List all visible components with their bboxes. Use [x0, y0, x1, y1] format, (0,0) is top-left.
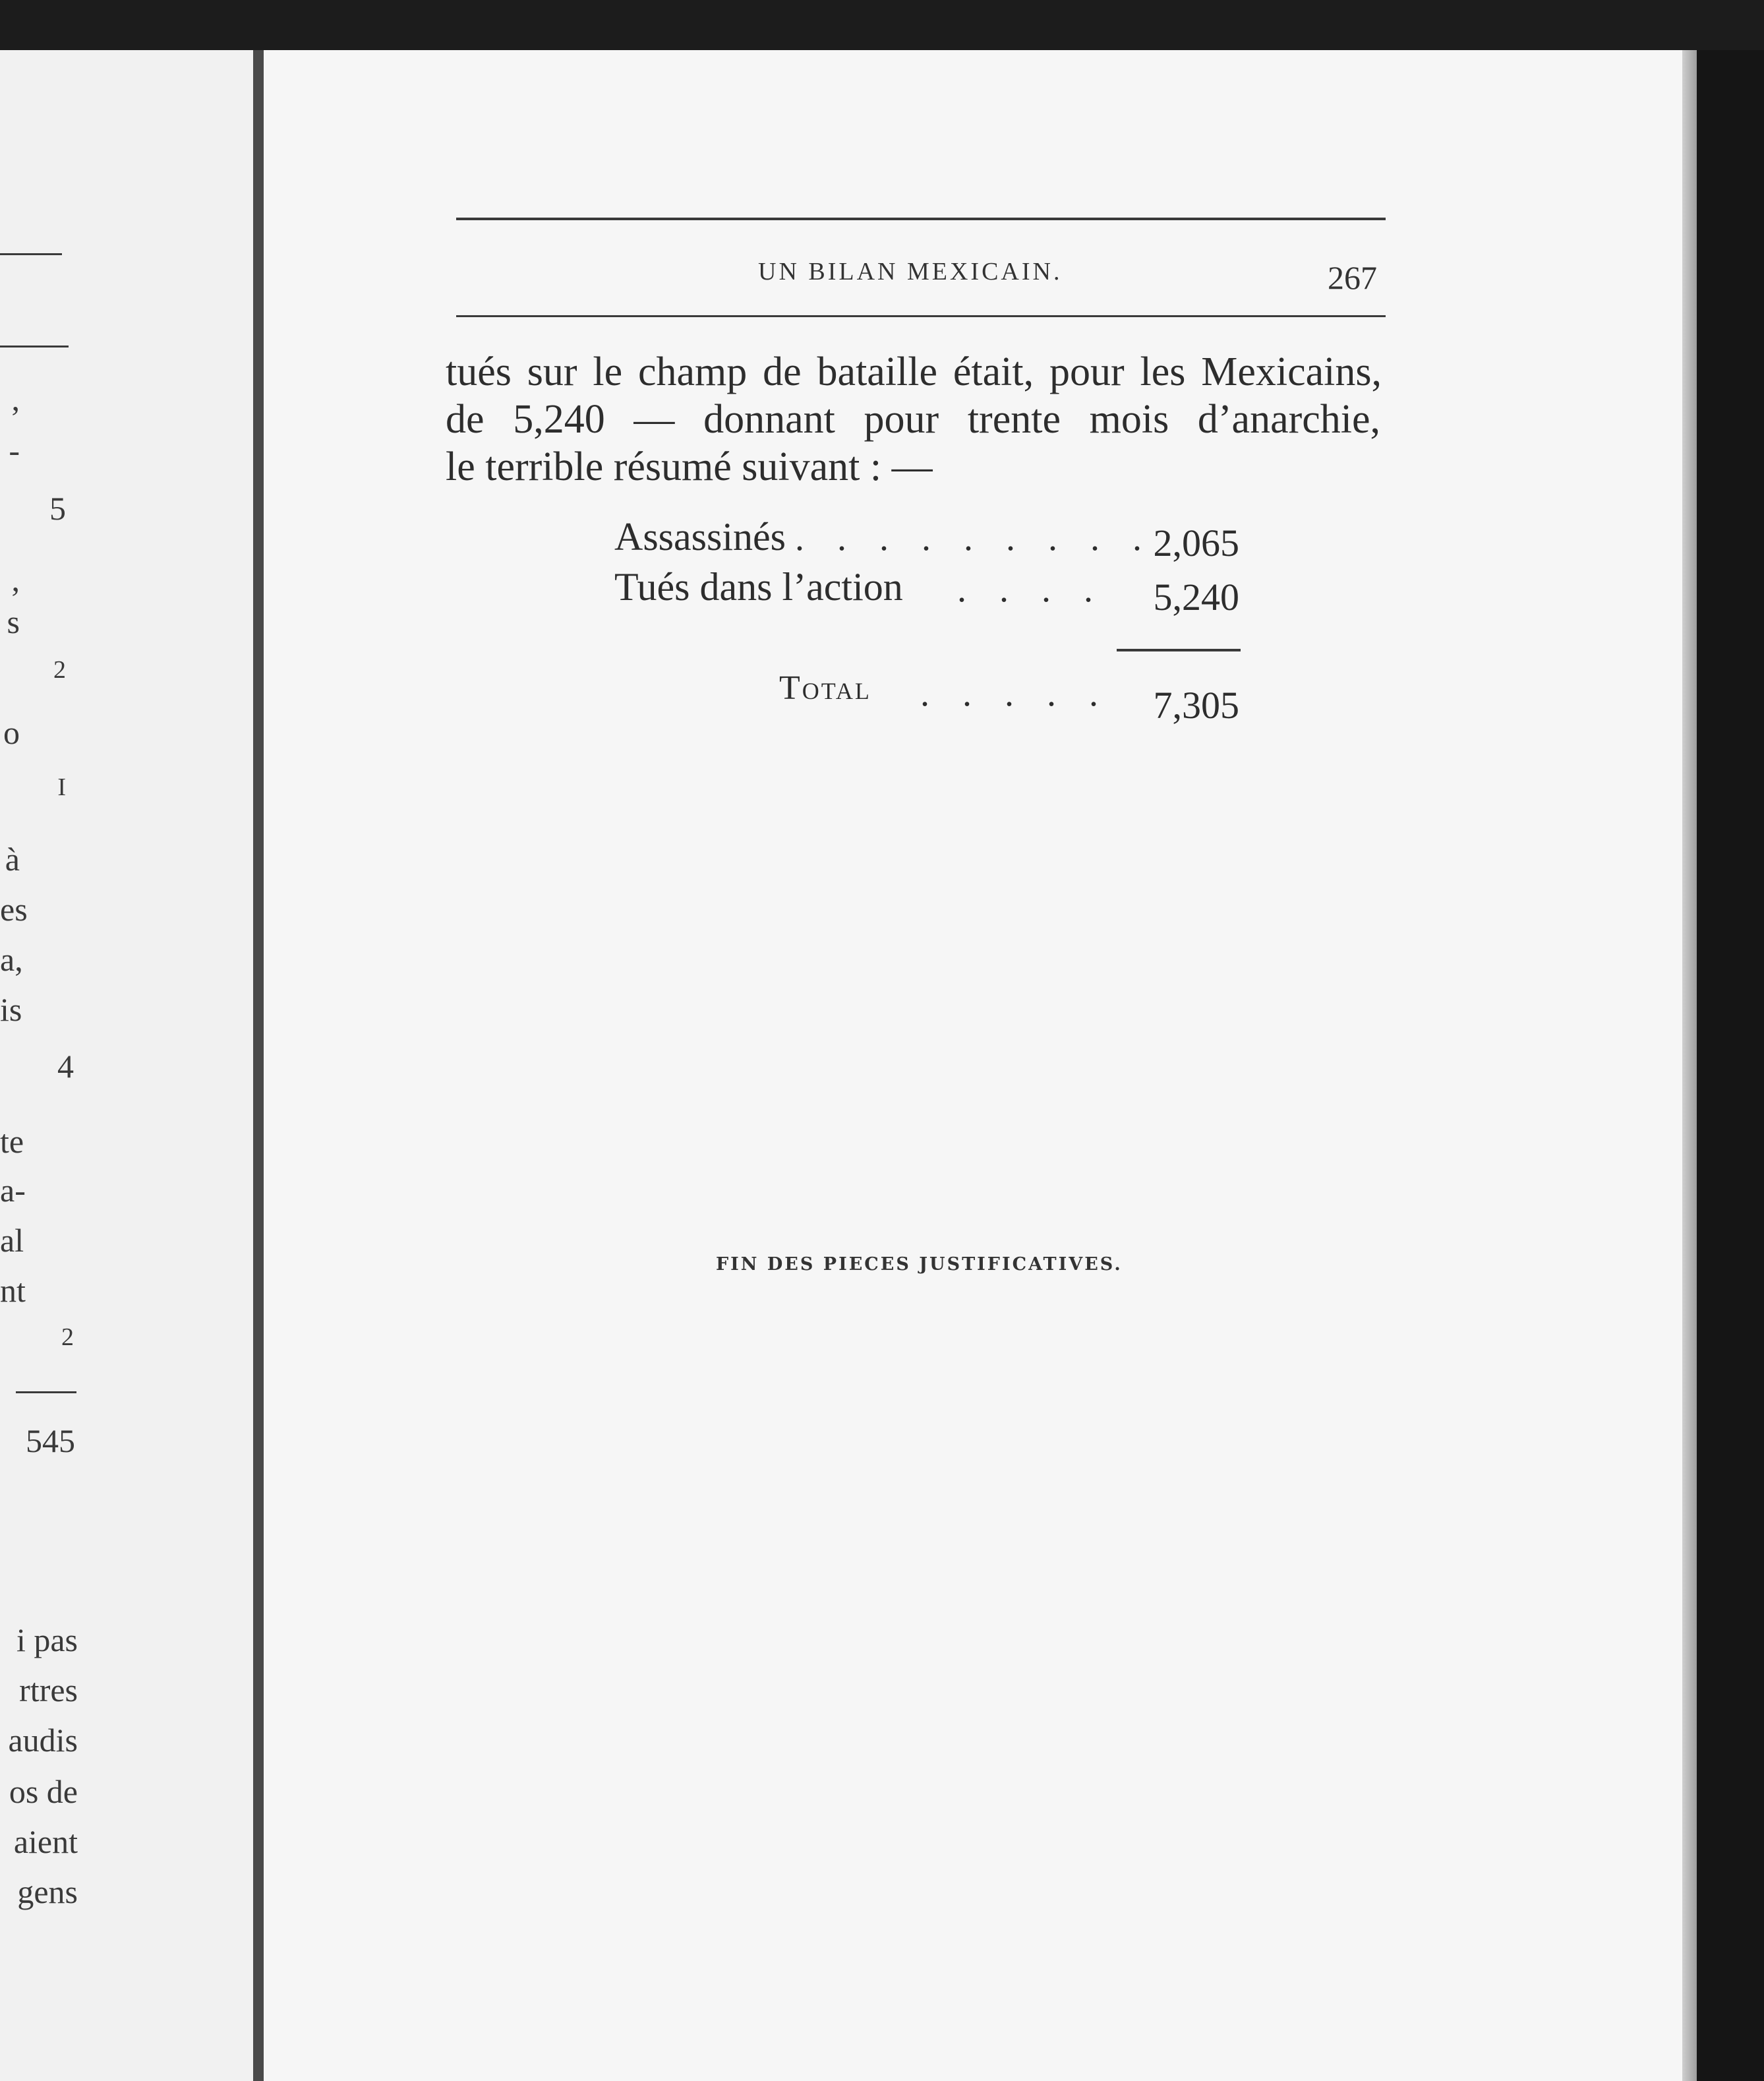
left-fragment: te [0, 1123, 24, 1160]
header-rule-bottom [456, 315, 1386, 317]
left-fragment: nt [0, 1272, 26, 1309]
left-fragment: à [5, 841, 20, 878]
left-fragment: aient [13, 1823, 78, 1860]
left-fragment: gens [17, 1873, 78, 1910]
left-fragment: audis [8, 1722, 78, 1759]
summary-row-1-dots: . . . . . . . . . [795, 518, 1154, 558]
running-head: UN BILAN MEXICAIN. [758, 258, 1063, 286]
left-fragment: a- [0, 1172, 26, 1209]
summary-row-1-value: 2,065 [1153, 522, 1239, 564]
left-header-rule-bottom [0, 346, 69, 347]
left-fragment: - [9, 432, 20, 469]
left-fragment: i pas [16, 1621, 78, 1658]
scanner-right-edge [1697, 50, 1764, 2081]
page-gutter [253, 50, 264, 2081]
summary-total-rule [1117, 649, 1241, 651]
left-fragment: 545 [26, 1422, 75, 1459]
left-fragment: es [0, 891, 28, 928]
left-fragment: is [0, 991, 22, 1028]
left-fragment: 2 [53, 656, 66, 684]
summary-total-label [779, 669, 871, 708]
body-line-1: tués sur le champ de bataille était, pour les Mexicains, [446, 349, 1382, 394]
summary-total-value: 7,305 [1153, 684, 1239, 727]
summary-row-2-label: Tués dans l’action [614, 565, 903, 609]
page-edge [1682, 50, 1697, 2081]
left-fragment: I [57, 773, 66, 801]
left-fragment: a, [0, 941, 23, 978]
left-fragment: rtres [19, 1672, 78, 1708]
left-fragment: 4 [57, 1048, 74, 1085]
left-fragment: , [11, 380, 20, 417]
body-line-3: le terrible résumé suivant : — [446, 444, 933, 489]
body-line-2: de 5,240 — donnant pour trente mois d’anarchie, [446, 397, 1380, 442]
left-facing-page [0, 50, 253, 2081]
left-sum-rule [16, 1391, 76, 1393]
header-rule-top [456, 218, 1386, 220]
summary-total-dots: . . . . . [920, 673, 1110, 714]
left-fragment: o [3, 714, 20, 751]
summary-total-label-text: Total [779, 669, 871, 707]
scanner-top-band [0, 0, 1764, 50]
left-fragment: , [11, 561, 20, 598]
summary-row-2-dots: . . . . [957, 569, 1105, 610]
left-fragment: os de [9, 1773, 78, 1810]
left-fragment: 5 [49, 490, 66, 527]
page-number: 267 [1328, 259, 1377, 296]
left-header-rule-top [0, 253, 62, 255]
summary-row-2-value: 5,240 [1153, 576, 1239, 618]
end-note: FIN DES PIECES JUSTIFICATIVES. [716, 1254, 1123, 1275]
left-fragment: al [0, 1222, 24, 1259]
left-fragment: 2 [61, 1323, 74, 1351]
summary-row-1-label: Assassinés [614, 515, 786, 558]
left-fragment: s [7, 603, 20, 640]
